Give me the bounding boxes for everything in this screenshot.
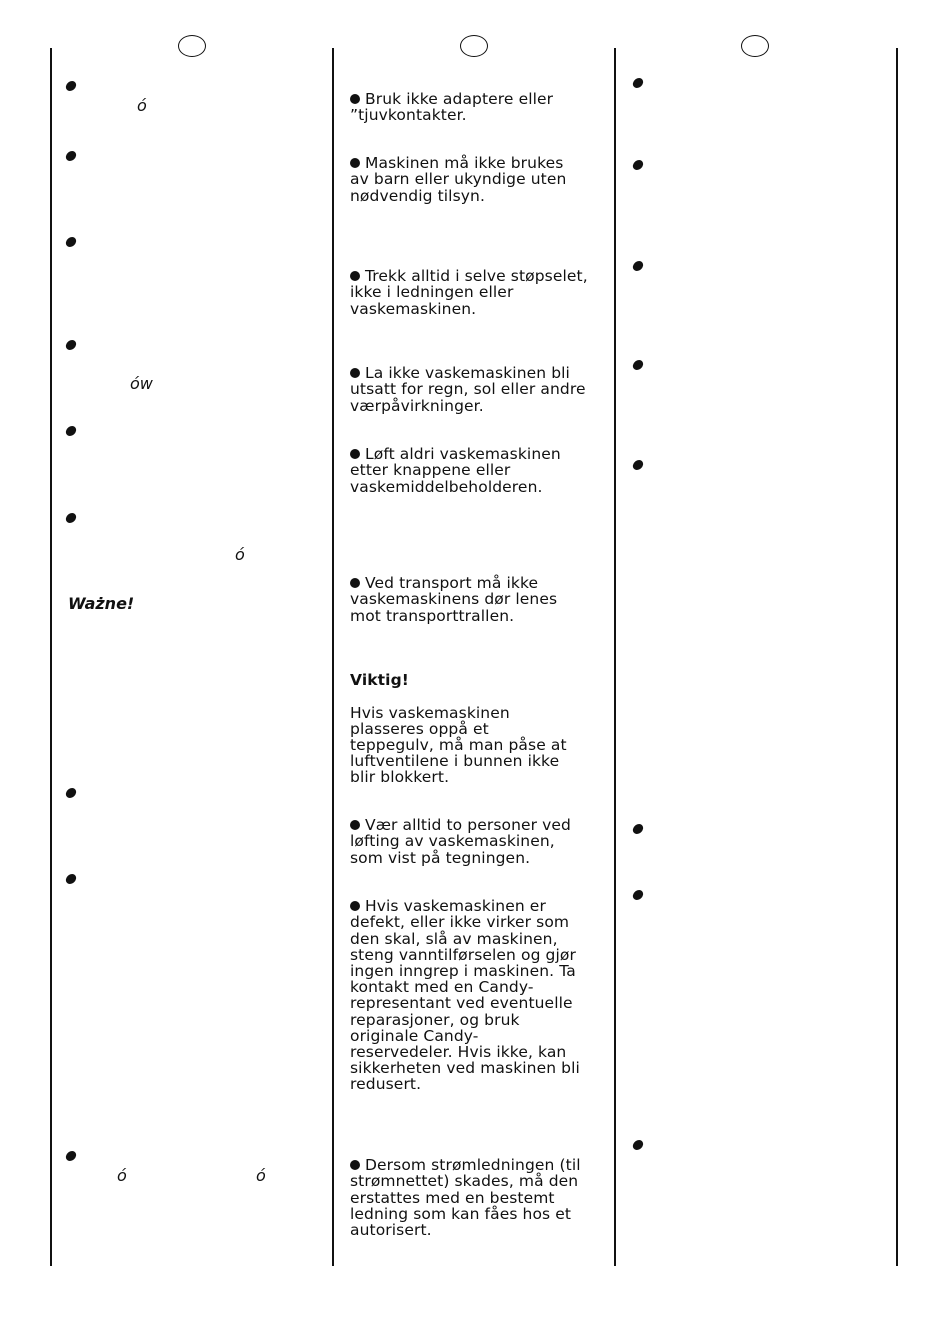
safety-item: [350, 139, 600, 204]
safety-item-text: Løft aldri vaskemaskinen etter knappene eller vaskemiddelbeholderen.: [350, 445, 561, 496]
bullet-icon: [350, 901, 360, 911]
polish-text-fragment: ó: [256, 1166, 266, 1185]
polish-text-fragment: ó: [235, 545, 245, 564]
safety-item: [350, 252, 600, 317]
bullet-icon: [632, 78, 644, 88]
bullet-icon: [632, 890, 644, 900]
polish-text-fragment: ów: [130, 374, 153, 393]
bullet-icon: [632, 1140, 644, 1150]
polish-text-fragment: ó: [117, 1166, 127, 1185]
bullet-icon: [350, 271, 360, 281]
bullet-icon: [350, 158, 360, 168]
important-heading: Viktig!: [350, 671, 409, 690]
bullet-icon: [65, 513, 77, 523]
bullet-icon: [632, 261, 644, 271]
bullet-icon: [65, 151, 77, 161]
bullet-icon: [350, 368, 360, 378]
column-divider-middle-left: [332, 48, 334, 1266]
bullet-icon: [632, 824, 644, 834]
polish-text-fragment: ó: [137, 96, 147, 115]
important-body: Hvis vaskemaskinen plasseres oppå et teppegulv, må man påse at luftventilene i bunnen ikke blir blokkert.: [350, 703, 567, 787]
safety-item: [350, 75, 600, 124]
bullet-icon: [350, 1160, 360, 1170]
safety-item: [350, 430, 600, 495]
safety-item-text: Bruk ikke adaptere eller ”tjuvkontakter.: [350, 90, 554, 125]
safety-item: [350, 559, 600, 624]
bullet-icon: [350, 94, 360, 104]
bullet-icon: [65, 237, 77, 247]
bullet-icon: [65, 874, 77, 884]
column-divider-left: [50, 48, 52, 1266]
column-divider-right: [896, 48, 898, 1266]
safety-item-text: La ikke vaskemaskinen bli utsatt for regn, sol eller andre værpåvirkninger.: [350, 364, 586, 415]
safety-item: [350, 882, 600, 1093]
bullet-icon: [65, 788, 77, 798]
bullet-icon: [65, 340, 77, 350]
safety-item: [350, 349, 600, 414]
important-note: [350, 656, 600, 802]
polish-important-label: Ważne!: [68, 594, 135, 613]
column-divider-middle-right: [614, 48, 616, 1266]
bullet-icon: [65, 426, 77, 436]
bullet-icon: [350, 449, 360, 459]
bullet-icon: [632, 360, 644, 370]
bullet-icon: [65, 1151, 77, 1161]
bullet-icon: [350, 578, 360, 588]
safety-item-text: Dersom strømledningen (til strømnettet) skades, må den erstattes med en bestemt ledning som kan fåes hos et autorisert.: [350, 1156, 581, 1240]
safety-item-text: Ved transport må ikke vaskemaskinens dør lenes mot transporttrallen.: [350, 574, 558, 625]
safety-item-text: Trekk alltid i selve støpselet, ikke i ledningen eller vaskemaskinen.: [350, 267, 588, 318]
bullet-icon: [632, 460, 644, 470]
safety-item: [350, 801, 600, 866]
language-circle-polish: [178, 35, 206, 57]
safety-item: [350, 1141, 600, 1238]
language-circle-norwegian: [460, 35, 488, 57]
safety-item-text: Maskinen må ikke brukes av barn eller ukyndige uten nødvendig tilsyn.: [350, 154, 567, 205]
language-circle-third: [741, 35, 769, 57]
bullet-icon: [632, 160, 644, 170]
bullet-icon: [350, 820, 360, 830]
safety-item-text: Vær alltid to personer ved løfting av vaskemaskinen, som vist på tegningen.: [350, 816, 571, 867]
safety-item-text: Hvis vaskemaskinen er defekt, eller ikke virker som den skal, slå av maskinen, steng vanntilførselen og gjør ingen inngrep i maskinen. Ta kontakt med en Candy- representant ved eventuelle reparasjoner, og bruk originale Candy- reservedeler. Hvis ikke, kan sikkerheten ved maskinen bli redusert.: [350, 897, 580, 1094]
bullet-icon: [65, 81, 77, 91]
